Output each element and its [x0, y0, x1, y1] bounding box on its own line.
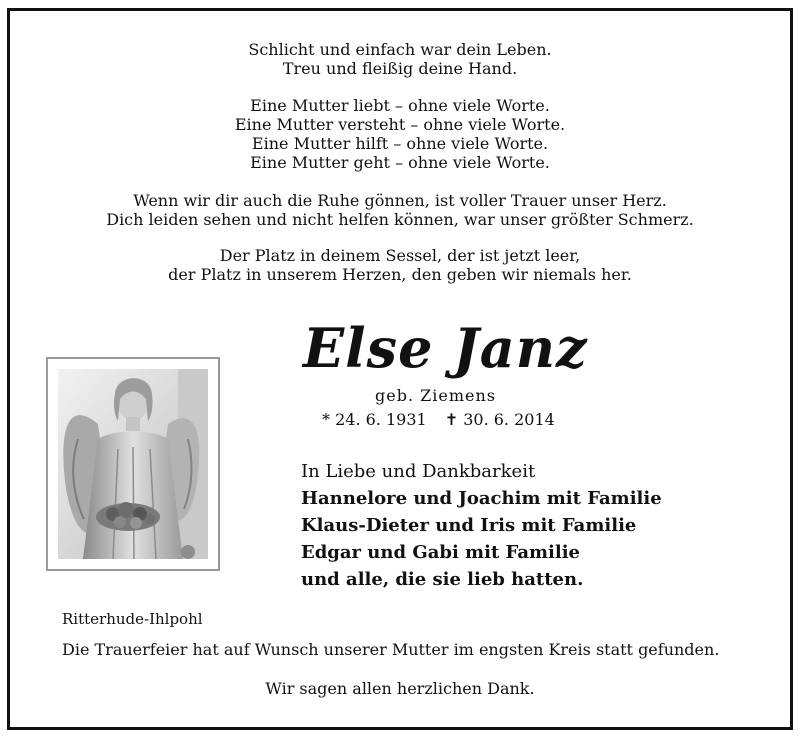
- death-cross-icon: ✝: [444, 410, 459, 429]
- place-name: Ritterhude-Ihlpohl: [62, 610, 203, 628]
- poem-line: Schlicht und einfach war dein Leben.: [248, 40, 552, 59]
- death-date: 30. 6. 2014: [463, 410, 555, 429]
- poem-line: Der Platz in deinem Sessel, der ist jetzt leer,: [219, 246, 581, 265]
- poem-line: Eine Mutter versteht – ohne viele Worte.: [234, 115, 566, 134]
- life-dates: [322, 410, 555, 430]
- funeral-notice: Die Trauerfeier hat auf Wunsch unserer Mutter im engsten Kreis statt gefunden.: [62, 640, 720, 659]
- poem-line: Eine Mutter hilft – ohne viele Worte.: [251, 134, 549, 153]
- poem-line: der Platz in unserem Herzen, den geben wir niemals her.: [168, 265, 632, 284]
- birth-name: geb. Ziemens: [375, 386, 496, 405]
- mourners-block: [301, 458, 662, 593]
- mourner-line: Klaus-Dieter und Iris mit Familie: [301, 515, 637, 536]
- poem-line: Treu und fleißig deine Hand.: [282, 59, 518, 78]
- birth-date: 24. 6. 1931: [335, 410, 427, 429]
- poem-line: Dich leiden sehen und nicht helfen können, war unser größter Schmerz.: [106, 210, 694, 229]
- mourners-intro: In Liebe und Dankbarkeit: [301, 461, 536, 482]
- poem-stanza-3: [0, 191, 800, 229]
- poem-stanza-1: [0, 40, 800, 78]
- poem-line: Eine Mutter geht – ohne viele Worte.: [250, 153, 550, 172]
- poem-line: Eine Mutter liebt – ohne viele Worte.: [250, 96, 550, 115]
- poem-stanza-4: [0, 246, 800, 284]
- mourner-line: Hannelore und Joachim mit Familie: [301, 488, 662, 509]
- thanks-line: Wir sagen allen herzlichen Dank.: [265, 679, 535, 698]
- poem-line: Wenn wir dir auch die Ruhe gönnen, ist voller Trauer unser Herz.: [133, 191, 667, 210]
- poem-stanza-2: [0, 96, 800, 172]
- angel-statue-photo: [58, 369, 208, 559]
- mourner-line: Edgar und Gabi mit Familie: [301, 542, 580, 563]
- birth-star-icon: *: [322, 410, 330, 429]
- deceased-name: Else Janz: [303, 316, 588, 380]
- photo-frame: [46, 357, 220, 571]
- mourner-line: und alle, die sie lieb hatten.: [301, 569, 584, 590]
